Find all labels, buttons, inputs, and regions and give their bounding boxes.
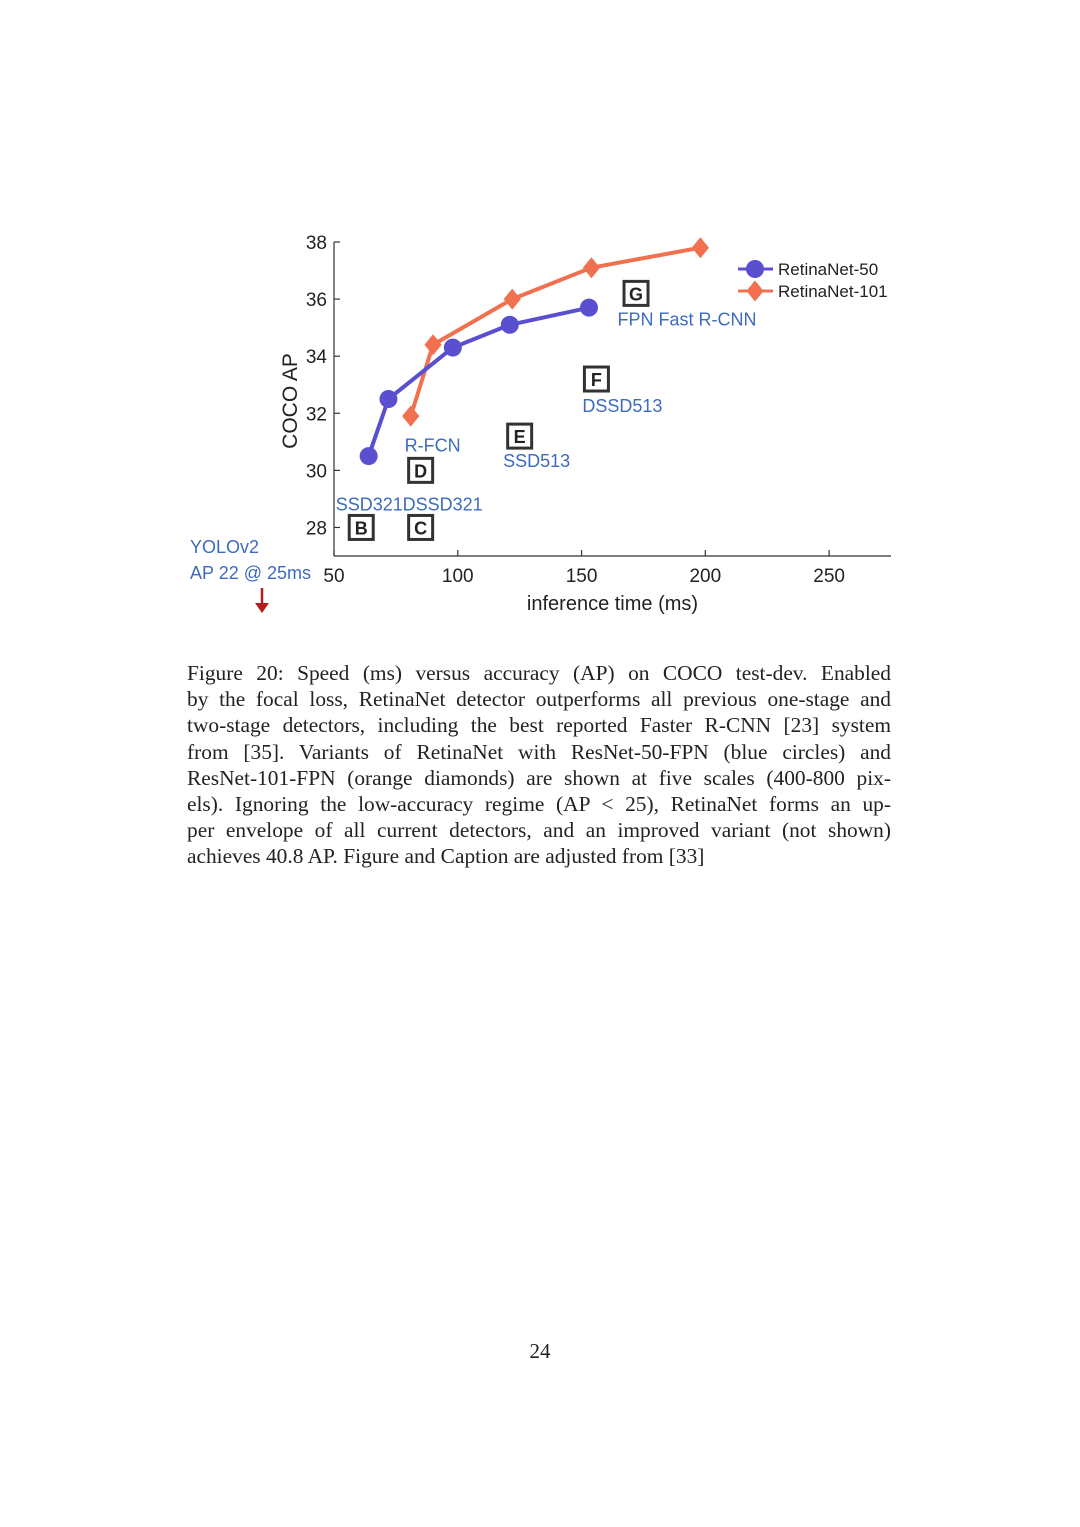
detector-label-e: SSD513 — [503, 451, 571, 472]
data-point — [583, 257, 600, 278]
y-axis-label: COCO AP — [279, 353, 302, 449]
data-point — [692, 237, 709, 258]
x-tick-label: 150 — [565, 566, 598, 587]
y-tick-label: 32 — [305, 404, 327, 426]
yolov2-label: YOLOv2 — [190, 537, 260, 557]
series-retinanet-50 — [360, 299, 598, 465]
caption-line: per envelope of all current detectors, and an improved variant (not shown) — [187, 818, 891, 843]
caption-line: achieves 40.8 AP. Figure and Caption are adjusted from [33] — [187, 844, 705, 869]
detector-letter-e: E — [513, 427, 526, 448]
y-tick-label: 30 — [305, 461, 327, 483]
caption-line: by the focal loss, RetinaNet detector outperforms all previous one-stage and — [187, 687, 891, 712]
y-tick-label: 34 — [305, 347, 327, 369]
y-tick-label: 36 — [305, 290, 327, 312]
data-point — [501, 316, 519, 334]
y-tick-label: 38 — [305, 233, 327, 254]
data-point — [504, 289, 521, 310]
detector-letter-b: B — [354, 518, 368, 539]
caption-line: two-stage detectors, including the best reported Faster R-CNN [23] system — [187, 713, 891, 738]
x-tick-label: 100 — [441, 566, 474, 587]
data-point — [580, 299, 598, 317]
data-point — [379, 390, 397, 408]
detector-label-b: SSD321 — [335, 494, 403, 515]
legend-label: RetinaNet-101 — [778, 282, 888, 301]
detector-letter-g: G — [629, 284, 644, 305]
x-tick-label: 50 — [323, 566, 345, 587]
x-tick-label: 200 — [689, 566, 722, 587]
caption-line: Figure 20: Speed (ms) versus accuracy (AP) on COCO test-dev. Enabled — [187, 661, 891, 685]
detector-label-g: FPN Fast R-CNN — [617, 309, 757, 330]
caption-line: from [35]. Variants of RetinaNet with ResNet-50-FPN (blue circles) and — [187, 739, 891, 764]
series-retinanet-101 — [402, 237, 709, 426]
detector-letter-c: C — [414, 518, 428, 539]
detector-letter-f: F — [590, 370, 602, 391]
data-point — [402, 406, 419, 427]
legend-marker — [746, 260, 764, 278]
x-axis-label: inference time (ms) — [526, 593, 699, 615]
figure-caption — [187, 660, 891, 870]
caption-line: ResNet-101-FPN (orange diamonds) are shown at five scales (400-800 pix- — [187, 765, 891, 790]
series-line — [369, 308, 589, 456]
legend-marker — [746, 281, 763, 302]
data-point — [424, 334, 441, 355]
detector-label-c: DSSD321 — [402, 494, 483, 515]
down-arrow-head-icon — [255, 603, 269, 613]
yolov2-ap-label: AP 22 @ 25ms — [190, 563, 311, 583]
caption-line: els). Ignoring the low-accuracy regime (AP < 25), RetinaNet forms an up- — [187, 792, 891, 817]
y-tick-label: 28 — [305, 518, 327, 540]
speed-accuracy-chart — [0, 0, 1080, 640]
detector-label-d: R-FCN — [404, 435, 461, 456]
legend-label: RetinaNet-50 — [778, 260, 879, 279]
data-point — [444, 339, 462, 357]
detector-label-f: DSSD513 — [582, 396, 663, 417]
data-point — [360, 447, 378, 465]
x-tick-label: 250 — [813, 566, 845, 587]
series-line — [411, 248, 701, 416]
detector-letter-d: D — [414, 461, 428, 482]
page-number: 24 — [529, 1339, 551, 1363]
